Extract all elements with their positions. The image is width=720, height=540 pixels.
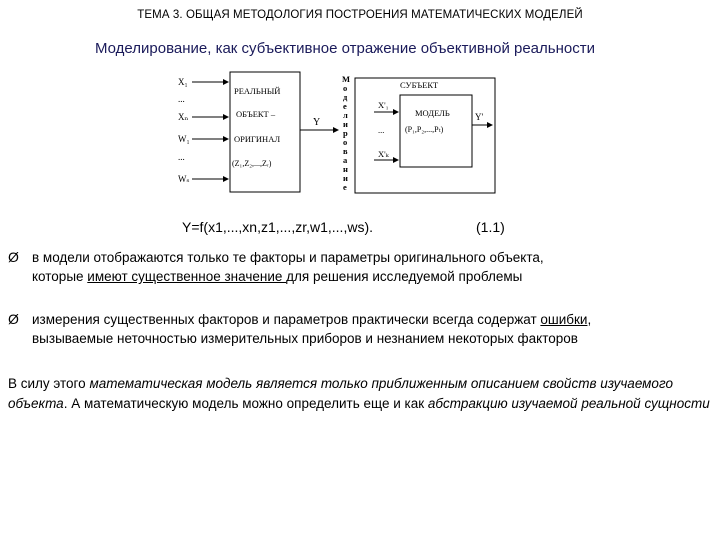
input-label: X₁ [178,77,188,87]
conclusion-paragraph: В силу этого математическая модель является только приближенным описанием свойств изучаемого объекта. А математическую модель можно определить еще и как абстракцию изучаемой реальной сущности [8,376,710,411]
model-text: МОДЕЛЬ [415,108,450,118]
svg-text:о: о [343,83,348,93]
bullet-item-1 [8,248,713,286]
arrow-bullet-icon: Ø [8,311,19,327]
vertical-word-modeling [342,74,350,192]
slide-subtitle: Моделирование, как субъективное отражение объективной реальности [95,40,595,57]
svg-text:е: е [343,101,347,111]
input-label: Xₙ [178,112,189,122]
formula-number: (1.1) [476,219,505,235]
model-input-label: ... [378,125,385,135]
model-input-label: X'ₖ [378,149,389,159]
svg-text:а: а [343,155,348,165]
bullet-line: в модели отображаются только те факторы и параметры оригинального объекта, [32,250,544,265]
model-input-label: X'₁ [378,100,389,110]
svg-text:д: д [343,92,348,102]
formula: Y=f(x1,...,xn,z1,...,zr,w1,...,ws). [182,219,373,235]
svg-text:о: о [343,137,348,147]
svg-text:М: М [342,74,351,84]
svg-text:н: н [343,164,348,174]
svg-text:в: в [343,146,348,156]
bullet-line: измерения существенных факторов и параметров практически всегда содержат ошибки, [32,312,592,327]
bullet-line: которые имеют существенное значение для решения исследуемой проблемы [32,269,523,284]
real-object-text: (Z₁,Z₂,...,Zᵣ) [232,159,272,168]
input-label: Wₛ [178,174,190,184]
bullet-item-2 [8,310,713,348]
bullet-line: вызываемые неточностью измерительных приборов и незнанием некоторых факторов [32,331,578,346]
underlined-text: имеют существенное значение [87,269,287,284]
italic-text: абстракцию изучаемой реальной сущности [427,396,710,411]
y-label: Y [313,117,321,128]
page-header: ТЕМА 3. ОБЩАЯ МЕТОДОЛОГИЯ ПОСТРОЕНИЯ МАТЕМАТИЧЕСКИХ МОДЕЛЕЙ [137,9,583,21]
real-object-text: ОБЪЕКТ – [236,109,276,119]
svg-text:и: и [343,119,348,129]
svg-text:и: и [343,173,348,183]
underlined-text: ошибки [540,312,588,327]
italic-text: математическая модель является только приближенным описанием свойств изучаемого объекта [8,376,673,411]
svg-text:л: л [343,110,348,120]
modeling-diagram [160,70,500,200]
subject-label: СУБЪЕКТ [400,80,439,90]
svg-text:е: е [343,182,347,192]
real-object-text: ОРИГИНАЛ [234,134,281,144]
input-label: W₁ [178,134,190,144]
y-prime-label: Y' [475,112,484,122]
input-label: ... [178,94,185,104]
real-object-text: РЕАЛЬНЫЙ [234,86,281,96]
arrow-bullet-icon: Ø [8,249,19,265]
input-label: ... [178,152,185,162]
model-text: (P₁,P₂,...,Pₜ) [405,125,444,134]
svg-text:р: р [343,128,348,138]
